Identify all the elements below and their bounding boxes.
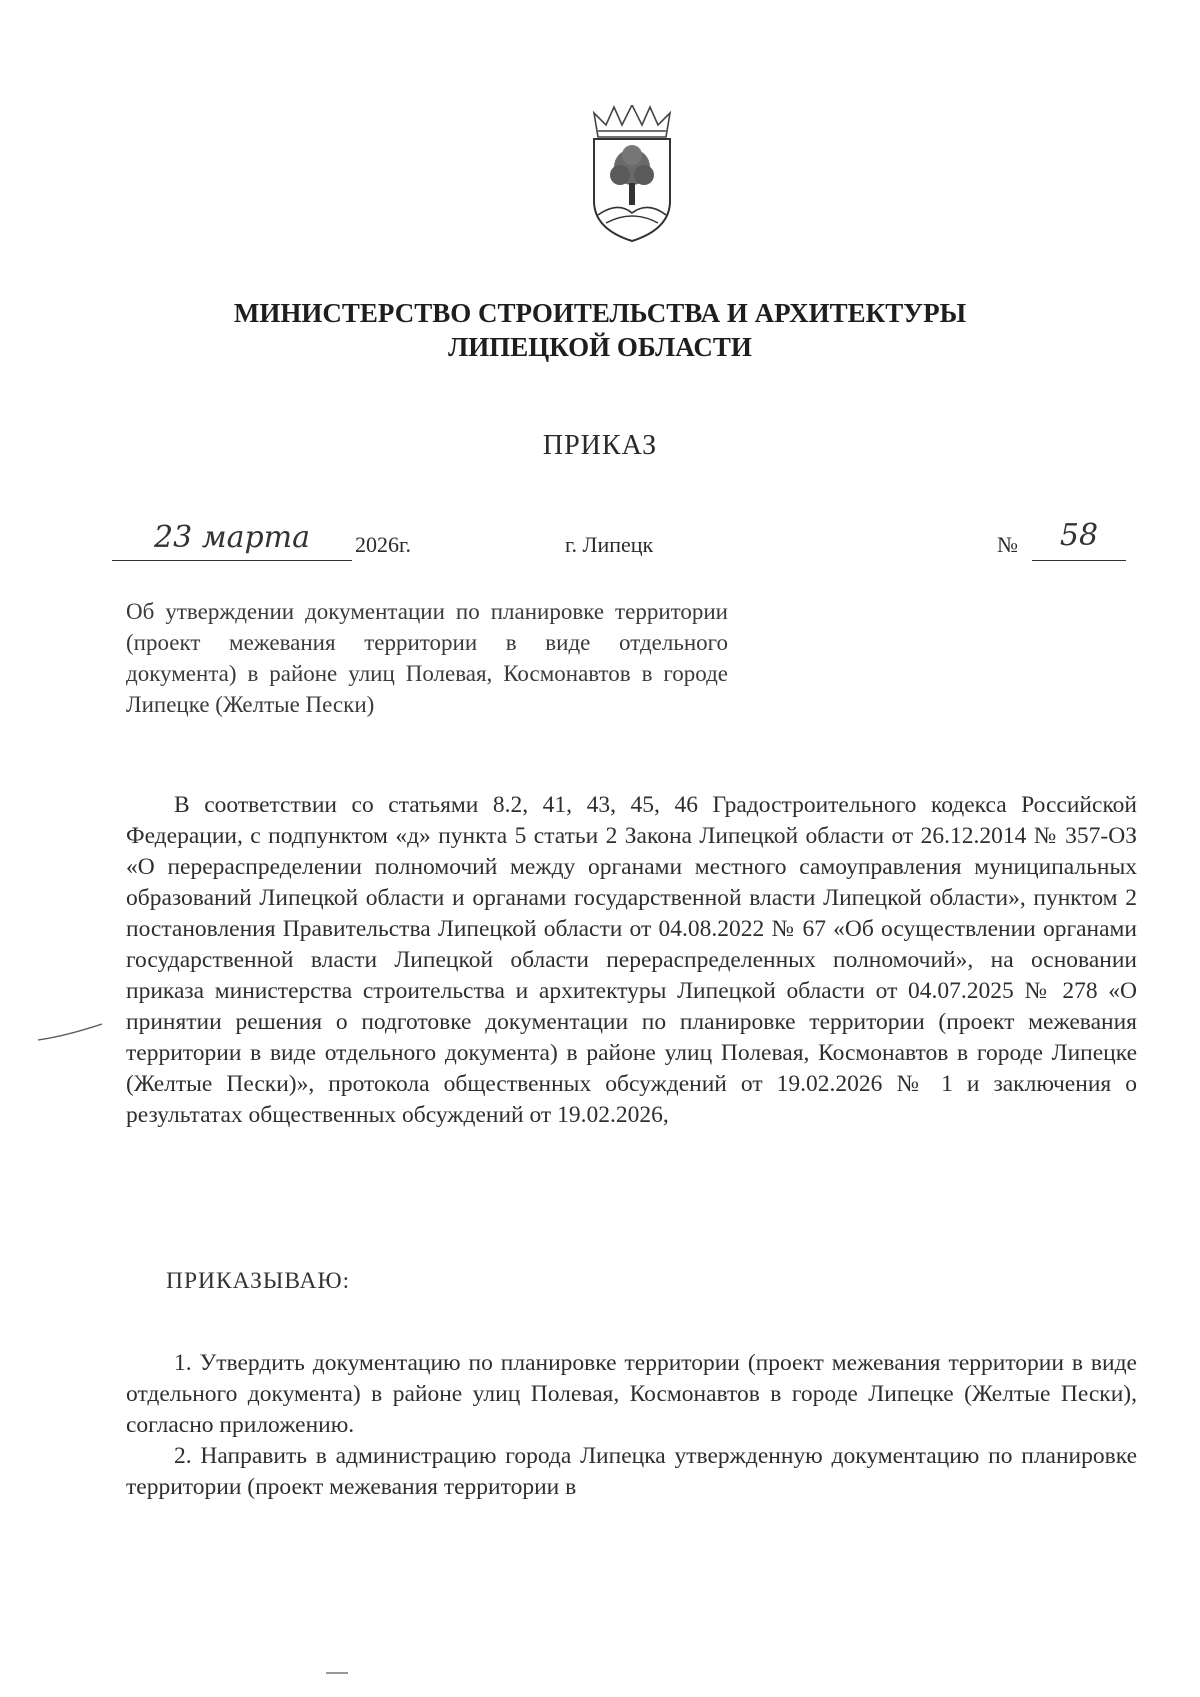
ministry-name-line2: ЛИПЕЦКОЙ ОБЛАСТИ bbox=[448, 332, 752, 362]
order-word: ПРИКАЗЫВАЮ: bbox=[166, 1268, 351, 1294]
order-items bbox=[126, 1348, 1137, 1503]
order-item-1: 1. Утвердить документацию по планировке территории (проект межевания территории в виде отдельного документа) в районе улиц Полевая, Космонавтов в городе Липецке (Желтые Пески), согласно приложению. bbox=[126, 1350, 1137, 1438]
margin-pen-mark bbox=[36, 1020, 106, 1044]
date-handwritten: 23 марта bbox=[153, 520, 310, 555]
date-year: 2026г. bbox=[355, 532, 412, 557]
number-sign: № bbox=[997, 532, 1018, 557]
ministry-name-line1: МИНИСТЕРСТВО СТРОИТЕЛЬСТВА И АРХИТЕКТУРЫ bbox=[233, 298, 967, 328]
preamble-text: В соответствии со статьями 8.2, 41, 43, 45, 46 Градостроительного кодекса Российской Федерации, с подпунктом «д» пункта 5 статьи 2 Закона Липецкой области от 26.12.2014 № 357-ОЗ «О перераспределении полномочий между органами местного самоуправления муниципальных образований Липецкой области и органами государственной власти Липецкой области», пунктом 2 постановления Правительства Липецкой области от 04.08.2022 № 67 «Об осуществлении органами государственной власти Липецкой области перераспределенных полномочий», на основании приказа министерства строительства и архитектуры Липецкой области от 04.07.2025 № 278 «О принятии решения о подготовке документации по планировке территории (проект межевания территории в виде отдельного документа) в районе улиц Полевая, Космонавтов в городе Липецке (Желтые Пески)», протокола общественных обсуждений от 19.02.2026 № 1 и заключения о результатах общественных обсуждений от 19.02.2026, bbox=[126, 792, 1137, 1128]
city-name: г. Липецк bbox=[565, 532, 654, 557]
order-subject: Об утверждении документации по планировке территории (проект межевания территории в виде отдельного документа) в районе улиц Полевая, Космонавтов в городе Липецке (Желтые Пески) bbox=[126, 599, 728, 717]
preamble-paragraph bbox=[126, 790, 1137, 1131]
document-type: ПРИКАЗ bbox=[542, 430, 658, 461]
scan-speck bbox=[326, 1672, 348, 1674]
coat-of-arms-emblem bbox=[588, 105, 676, 243]
number-handwritten: 58 bbox=[1059, 518, 1099, 553]
order-item-2: 2. Направить в администрацию города Липецка утвержденную документацию по планировке территории (проект межевания территории в bbox=[126, 1443, 1137, 1500]
